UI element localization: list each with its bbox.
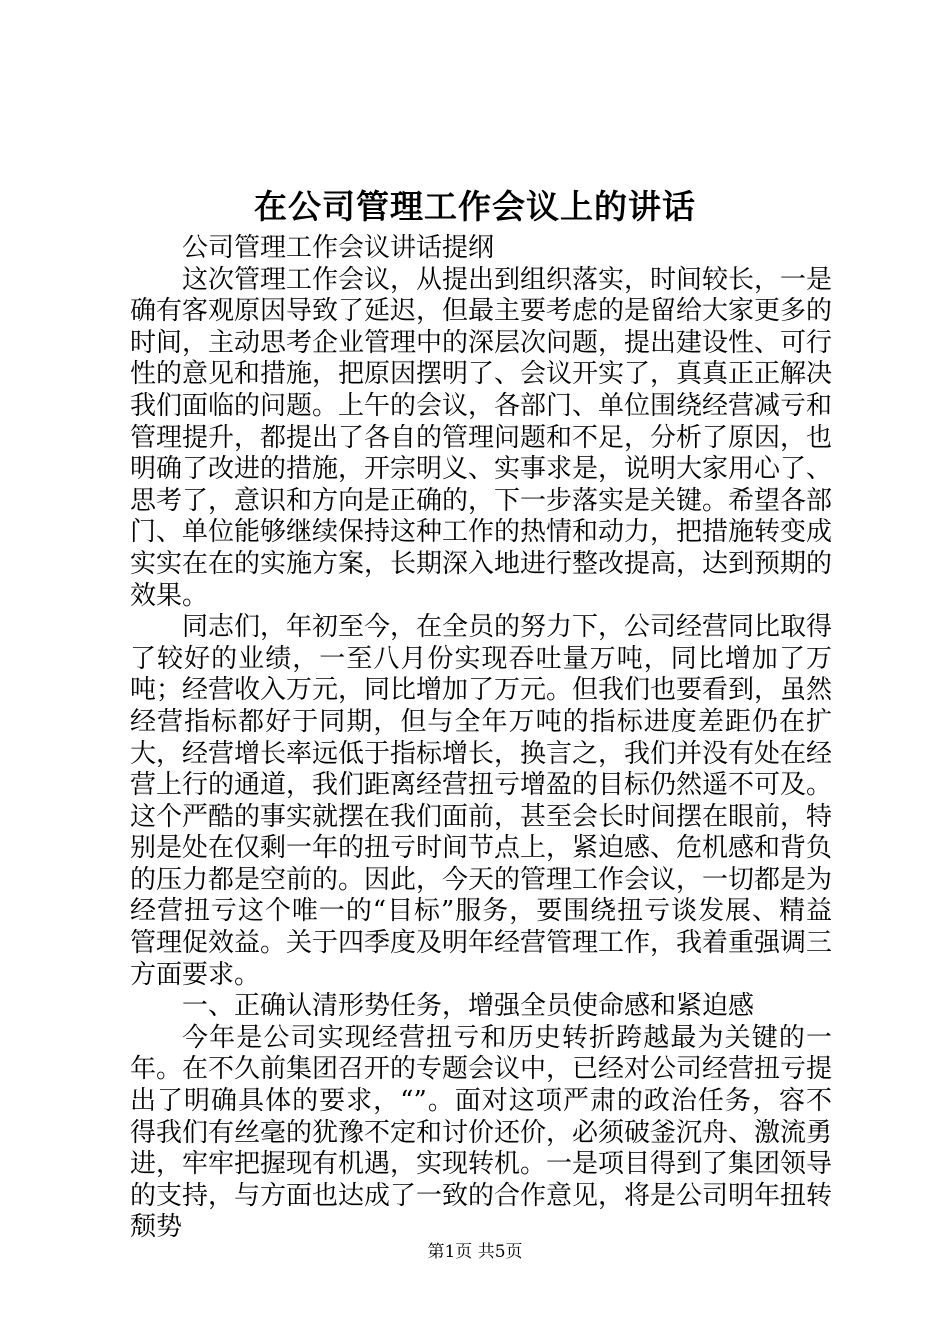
paragraph: 同志们，年初至今，在全员的努力下，公司经营同比取得了较好的业绩，一至八月份实现吞吐量万吨，同比增加了万吨；经营收入万元，同比增加了万元。但我们也要看到，虽然经营指标都好于同期，但与全年万吨的指标进度差距仍在扩大，经营增长率远低于指标增长，换言之，我们并没有处在经营上行的通道，我们距离经营扭亏增盈的目标仍然遥不可及。这个严酷的事实就摆在我们面前，甚至会长时间摆在眼前，特别是处在仅剩一年的扭亏时间节点上，紧迫感、危机感和背负的压力都是空前的。因此，今天的管理工作会议，一切都是为经营扭亏这个唯一的“目标”服务，要围绕扭亏谈发展、精益管理促效益。关于四季度及明年经营管理工作，我着重强调三方面要求。 (130, 612, 833, 990)
paragraph: 今年是公司实现经营扭亏和历史转折跨越最为关键的一年。在不久前集团召开的专题会议中，已经对公司经营扭亏提出了明确具体的要求，“”。面对这项严肃的政治任务，容不得我们有丝毫的犹豫不定和讨价还价，必须破釜沉舟、激流勇进，牢牢把握现有机遇，实现转机。一是项目得到了集团领导的支持，与方面也达成了一致的合作意见，将是公司明年扭转颓势 (130, 1022, 833, 1243)
paragraph-subtitle: 公司管理工作会议讲话提纲 (182, 233, 495, 263)
paragraph: 这次管理工作会议，从提出到组织落实，时间较长，一是确有客观原因导致了延迟，但最主要考虑的是留给大家更多的时间，主动思考企业管理中的深层次问题，提出建设性、可行性的意见和措施，把原因摆明了、会议开实了，真真正正解决我们面临的问题。上午的会议，各部门、单位围绕经营减亏和管理提升，都提出了各自的管理问题和不足，分析了原因，也明确了改进的措施，开宗明义、实事求是，说明大家用心了、思考了，意识和方向是正确的，下一步落实是关键。希望各部门、单位能够继续保持这种工作的热情和动力，把措施转变成实实在在的实施方案，长期深入地进行整改提高，达到预期的效果。 (130, 264, 833, 611)
page-number-footer: 第1页 共5页 (427, 1242, 523, 1262)
section-heading: 一、正确认清形势任务，增强全员使命感和紧迫感 (182, 991, 755, 1022)
document-title: 在公司管理工作会议上的讲话 (254, 187, 696, 226)
document-body (130, 233, 832, 1244)
